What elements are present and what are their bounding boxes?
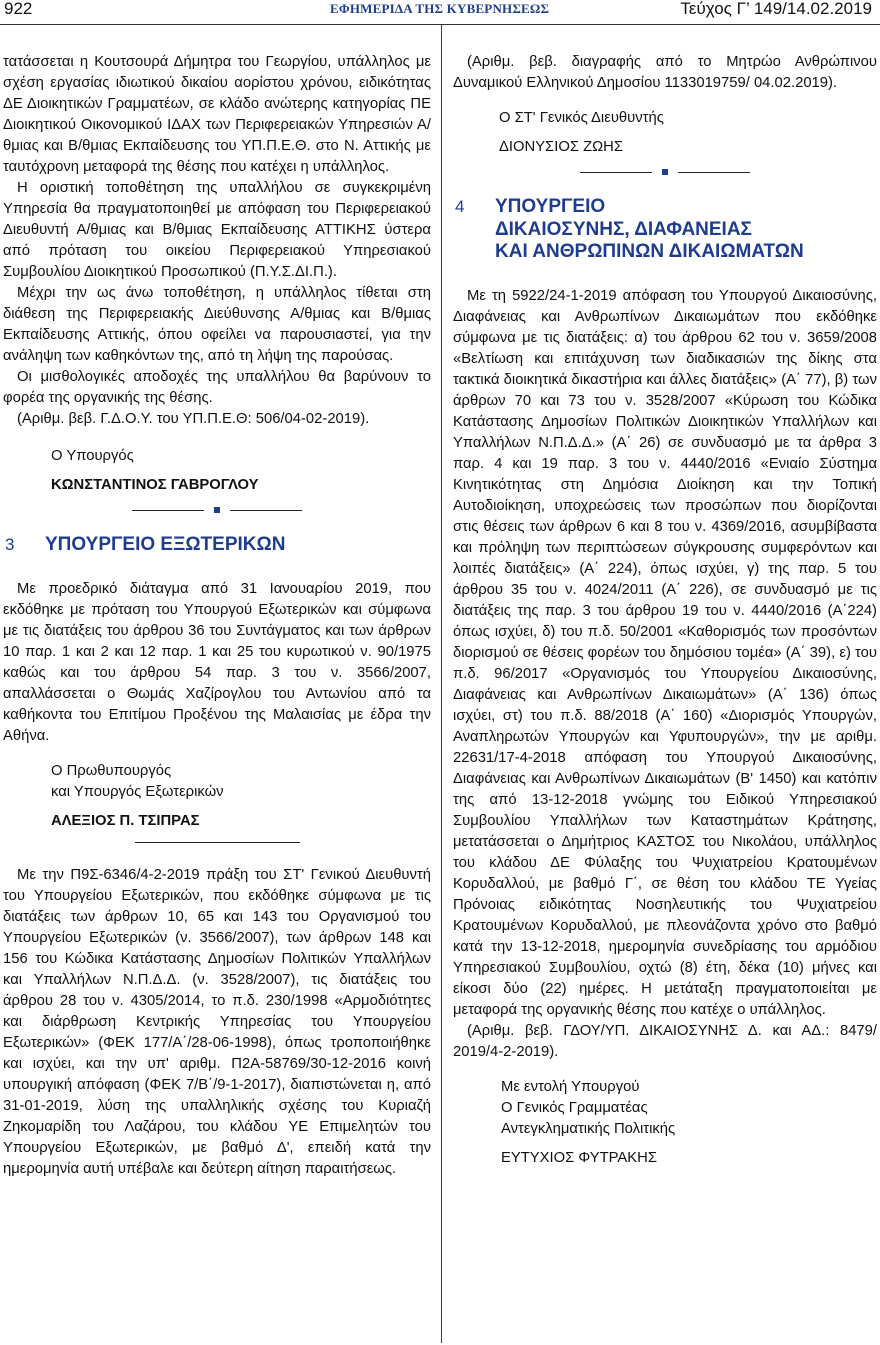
signatory-title: Με εντολή Υπουργού [501, 1078, 640, 1095]
signatory-title: Ο ΣΤ' Γενικός Διευθυντής [499, 110, 664, 126]
signatory-title: Αντεγκληματικής Πολιτικής [501, 1120, 676, 1137]
divider-rule [135, 842, 300, 843]
paragraph: τατάσσεται η Κουτσουρά Δήμητρα του Γεωργίου, υπάλληλος με σχέση εργασίας ιδιωτικού δικαίου αορίστου χρόνου, ειδικότητας ΔΕ Διοικητικών Γραμματέων, σε κλάδο ανώτερης κατηγορίας ΠΕ Διοικητικού Οικονομικού ΙΔΑΧ των Περιφερειακών Υπηρεσιών Α/θμιας και Β/θμιας Εκπαίδευσης του ΥΠ.Π.Ε.Θ. στο Ν. Αττικής με ταυτόχρονη μεταφορά της θέσης που κατέχει η υπάλληλος. [3, 54, 431, 175]
page-number: 922 [4, 0, 33, 18]
header-rule [0, 24, 880, 25]
reference-note: (Αριθμ. βεβ. διαγραφής από το Μητρώο Ανθρώπινου Δυναμικού Ελληνικού Δημοσίου 1133019759/ 04.02.2019). [453, 54, 877, 91]
reference-note: (Αριθμ. βεβ. Γ.Δ.Ο.Υ. του ΥΠ.Π.Ε.Θ: 506/04-02-2019). [17, 411, 370, 427]
section-title-line: ΔΙΚΑΙΟΣΥΝΗΣ, ΔΙΑΦΑΝΕΙΑΣ [495, 218, 752, 240]
signatory-title: Ο Γενικός Γραμματέας [501, 1099, 648, 1116]
reference-note: (Αριθμ. βεβ. ΓΔΟΥ/ΥΠ. ΔΙΚΑΙΟΣΥΝΗΣ Δ. και ΑΔ.: 8479/ 2019/4-2-2019). [453, 1022, 877, 1060]
signatory-name: ΔΙΟΝΥΣΙΟΣ ΖΩΗΣ [499, 139, 624, 155]
section-number: 4 [455, 197, 465, 216]
signatory-title: Ο Υπουργός [51, 448, 134, 464]
paragraph: Με τη 5922/24-1-2019 απόφαση του Υπουργού Δικαιοσύνης, Διαφάνειας και Ανθρωπίνων Δικαιωμάτων που εκδόθηκε σύμφωνα με τις διατάξεις: α) του άρθρου 62 του ν. 3659/2008 «Βελτίωση και επιτάχυνση των διαδικασιών της δίκης στα τακτικά διοικητικά δικαστήρια και άλλες διατάξεις» (Α΄ 77), β) των άρθρων 70 και 73 του ν. 3528/2007 «Κύρωση του Κώδικα Κατάστασης Δημοσίων Πολιτικών Διοικητικών Υπαλλήλων και Υπαλλήλων Ν.Π.Δ.Δ.» (Α΄ 26) σε συνδυασμό με τα άρθρα 3 παρ. 4 και 19 παρ. 3 του ν. 4440/2016 «Ενιαίο Σύστημα Κινητικότητας στη Δημόσια Διοίκηση και την Τοπική Αυτοδιοίκηση, υποχρεώσεις των προσώπων που διορίζονται στις θέσεις των άρθρων 6 και 8 του ν. 4369/2016, ασυμβίβαστα και πρόληψη των περιπτώσεων σύγκρουσης συμφερόντων και λοιπές διατάξεις» (Α΄ 224), όπως ισχύει, γ) της παρ. 5 του άρθρου 35 του ν. 4024/2011 (Α΄ 226), σε συνδυασμό με τις διατάξεις της παρ. 3 του άρθρου 19 του ν. 4440/2016 (Α΄224) όπως ισχύει, δ) του π.δ. 50/2001 «Καθορισμός των προσόντων διορισμού σε θέσεις φορέων του δημόσιου τομέα» (Α΄ 39), ε) του π.δ. 96/2017 «Οργανισμός του Υπουργείου Δικαιοσύνης, Διαφάνειας και Ανθρωπίνων Δικαιωμάτων» (Α΄ 136) όπως ισχύει, στ) του π.δ. 88/2018 (Α΄ 160) «Διορισμός Υπουργών, Αναπληρωτών Υπουργών και Υφυπουργών», την με αριθμ. 22631/17-4-2018 απόφαση του Υπουργού Δικαιοσύνης, Διαφάνειας και Ανθρωπίνων Δικαιωμάτων (Β' 1450) και κατόπιν της από 13-12-2018 γνώμης του Ειδικού Υπηρεσιακού Συμβουλίου Υπαλλήλων των Καταστημάτων Κράτησης, μετατάσσεται ο Δημήτριος ΚΑΣΤΟΣ του Νικολάου, υπάλληλος του κλάδου ΔΕ Φύλαξης του Ψυχιατρείου Κρατουμένων Κορυδαλλού, με βαθμό Γ΄, σε θέση του κλάδου ΤΕ Υγείας Πρόνοιας ειδικότητας Νοσηλευτικής του Ψυχιατρείου Κρατουμένων Κορυδαλλού, με πλεονάζοντα χρόνο στο βαθμό κατά την 13-12-2018, ημερομηνία συνεδρίασης του αρμόδιου Υπηρεσιακού Συμβουλίου, οχτώ (8) έτη, δέκα (10) μήνες και είκοσι δύο (22) ημέρες. Η μετάταξη πραγματοποιείται με μεταφορά της οργανικής θέσης που κατέχε ο υπάλληλος. [453, 287, 877, 1018]
paragraph: Με την Π9Σ-6346/4-2-2019 πράξη του ΣΤ' Γενικού Διευθυντή του Υπουργείου Εξωτερικών, που εκδόθηκε σύμφωνα με τις διατάξεις των άρθρων 10, 65 και 143 του Οργανισμού του Υπουργείου Εξωτερικών (ν. 3566/2007), των άρθρων 148 και 156 του Κώδικα Κατάστασης Δημοσίων Πολιτικών Υπαλλήλων και Υπαλλήλων Ν.Π.Δ.Δ. (ν. 3528/2007), τις διατάξεις του άρθρου 28 του ν. 4305/2014, το π.δ. 230/1998 «Αρμοδιότητες και διάρθρωση Κεντρικής Υπηρεσίας του Υπουργείου Εξωτερικών» (ΦΕΚ 177/Α΄/28-06-1998), όπως τροποποιήθηκε και ισχύει, και την υπ' αριθμ. Π2Α-58769/30-12-2016 κοινή υπουργική απόφαση (ΦΕΚ 7/Β΄/9-1-2017), διαπιστώνεται η, από 31-01-2019, λύση της υπαλληλικής σχέσης του Κυριαζή Ζηκομαρίδη του Λαζάρου, του κλάδου ΥΕ Επιμελητών του Υπουργείου Εξωτερικών, με βαθμό Δ', επειδή κατά την ημερομηνία αυτή υπέβαλε και δεύτερη αίτηση παραιτήσεως. [3, 866, 431, 1177]
section-heading [3, 534, 431, 557]
section-number: 3 [5, 535, 15, 554]
signatory-title: Ο Πρωθυπουργός [51, 762, 172, 779]
signatory-name: ΕΥΤΥΧΙΟΣ ΦΥΤΡΑΚΗΣ [501, 1149, 657, 1166]
paragraph: Με προεδρικό διάταγμα από 31 Ιανουαρίου 2019, που εκδόθηκε με πρόταση του Υπουργού Εξωτερικών και σύμφωνα με τις διατάξεις του άρθρου 36 του Συντάγματος και των άρθρων 10 παρ. 1 και 2 και 12 παρ. 1 και 25 του κυρωτικού ν. 90/1975 καθώς και του άρθρου 54 παρ. 3 του ν. 3566/2007, απαλλάσσεται ο Θωμάς Χαζίρογλου του Αντωνίου από τα καθήκοντα του Επιτίμου Προξένου της Μαλαισίας με έδρα την Αθήνα. [3, 580, 431, 744]
gazette-title: ΕΦΗΜΕΡΙΔΑ ΤΗΣ ΚΥΒΕΡΝΗΣΕΩΣ [330, 1, 550, 16]
left-column [3, 52, 431, 1180]
section-separator [453, 166, 877, 178]
paragraph: Οι μισθολογικές αποδοχές της υπαλλήλου θα βαρύνουν το φορέα της οργανικής της θέσης. [3, 369, 431, 406]
issue-label: Τεύχος Γ’ 149/14.02.2019 [680, 0, 872, 18]
signatory-name: ΚΩΝΣΤΑΝΤΙΝΟΣ ΓΑΒΡΟΓΛΟΥ [51, 477, 259, 493]
paragraph: Η οριστική τοποθέτηση της υπαλλήλου σε συγκεκριμένη Υπηρεσία θα πραγματοποιηθεί με απόφαση του Περιφερειακού Διευθυντή Α/θμιας και Β/θμιας Εκπαίδευσης ΑΤΤΙΚΗΣ ύστερα από πρόταση του οικείου Περιφερειακού Υπηρεσιακού Συμβουλίου Διοικητικού Προσωπικού (Π.Υ.Σ.ΔΙ.Π.). [3, 180, 431, 280]
section-title: ΥΠΟΥΡΓΕΙΟ ΕΞΩΤΕΡΙΚΩΝ [45, 534, 286, 555]
square-icon [214, 507, 220, 513]
section-title-line: ΚΑΙ ΑΝΘΡΩΠΙΝΩΝ ΔΙΚΑΙΩΜΑΤΩΝ [495, 241, 804, 262]
page-header [0, 0, 880, 24]
section-title [495, 196, 804, 264]
column-divider [441, 25, 442, 1343]
paragraph: Μέχρι την ως άνω τοποθέτηση, η υπάλληλος τίθεται στη διάθεση της Περιφερειακής Διεύθυνσης Α/θμιας και Β/θμιας Εκπαίδευσης Αττικής, όπου οφείλει να παρουσιαστεί, για την ανάληψη των καθηκόντων της, από τη λήψη της παρούσας. [3, 285, 431, 364]
signatory-name: ΑΛΕΞΙΟΣ Π. ΤΣΙΠΡΑΣ [51, 812, 200, 829]
section-separator [3, 504, 431, 516]
section-heading [453, 196, 877, 264]
right-column [453, 52, 877, 1169]
signatory-title: και Υπουργός Εξωτερικών [51, 783, 224, 800]
section-title-line: ΥΠΟΥΡΓΕΙΟ [495, 196, 606, 217]
square-icon [662, 169, 668, 175]
